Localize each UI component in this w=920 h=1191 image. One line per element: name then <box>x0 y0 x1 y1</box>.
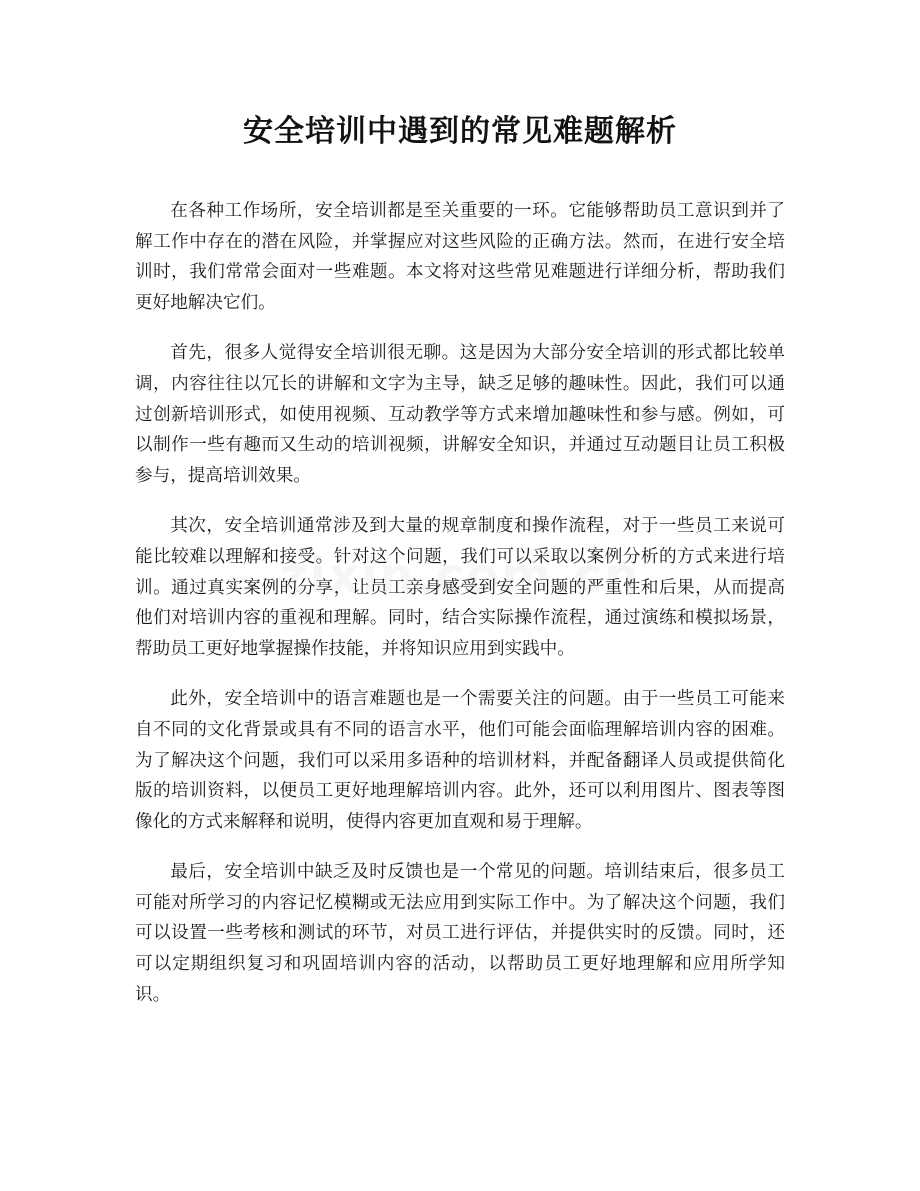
paragraph-boring-training: 首先，很多人觉得安全培训很无聊。这是因为大部分安全培训的形式都比较单调，内容往往以冗长的讲解和文字为主导，缺乏足够的趣味性。因此，我们可以通过创新培训形式，如使用视频、互动教学等方式来增加趣味性和参与感。例如，可以制作一些有趣而又生动的培训视频，讲解安全知识，并通过互动题目让员工积极参与，提高培训效果。 <box>135 343 785 486</box>
paragraph-language: 此外，安全培训中的语言难题也是一个需要关注的问题。由于一些员工可能来自不同的文化背景或具有不同的语言水平，他们可能会面临理解培训内容的困难。为了解决这个问题，我们可以采用多语种的培训材料，并配备翻译人员或提供简化版的培训资料，以便员工更好地理解培训内容。此外，还可以利用图片、图表等图像化的方式来解释和说明，使得内容更加直观和易于理解。 <box>135 689 785 832</box>
paragraph-intro: 在各种工作场所，安全培训都是至关重要的一环。它能够帮助员工意识到并了解工作中存在的潜在风险，并掌握应对这些风险的正确方法。然而，在进行安全培训时，我们常常会面对一些难题。本文将对这些常见难题进行详细分析，帮助我们更好地解决它们。 <box>135 201 785 313</box>
paragraph-regulations: 其次，安全培训通常涉及到大量的规章制度和操作流程，对于一些员工来说可能比较难以理解和接受。针对这个问题，我们可以采取以案例分析的方式来进行培训。通过真实案例的分享，让员工亲身感受到安全问题的严重性和后果，从而提高他们对培训内容的重视和理解。同时，结合实际操作流程，通过演练和模拟场景，帮助员工更好地掌握操作技能，并将知识应用到实践中。 <box>135 516 785 659</box>
paragraph-feedback: 最后，安全培训中缺乏及时反馈也是一个常见的问题。培训结束后，很多员工可能对所学习的内容记忆模糊或无法应用到实际工作中。为了解决这个问题，我们可以设置一些考核和测试的环节，对员工进行评估，并提供实时的反馈。同时，还可以定期组织复习和巩固培训内容的活动，以帮助员工更好地理解和应用所学知识。 <box>135 862 785 1005</box>
document-title: 安全培训中遇到的常见难题解析 <box>243 114 677 149</box>
